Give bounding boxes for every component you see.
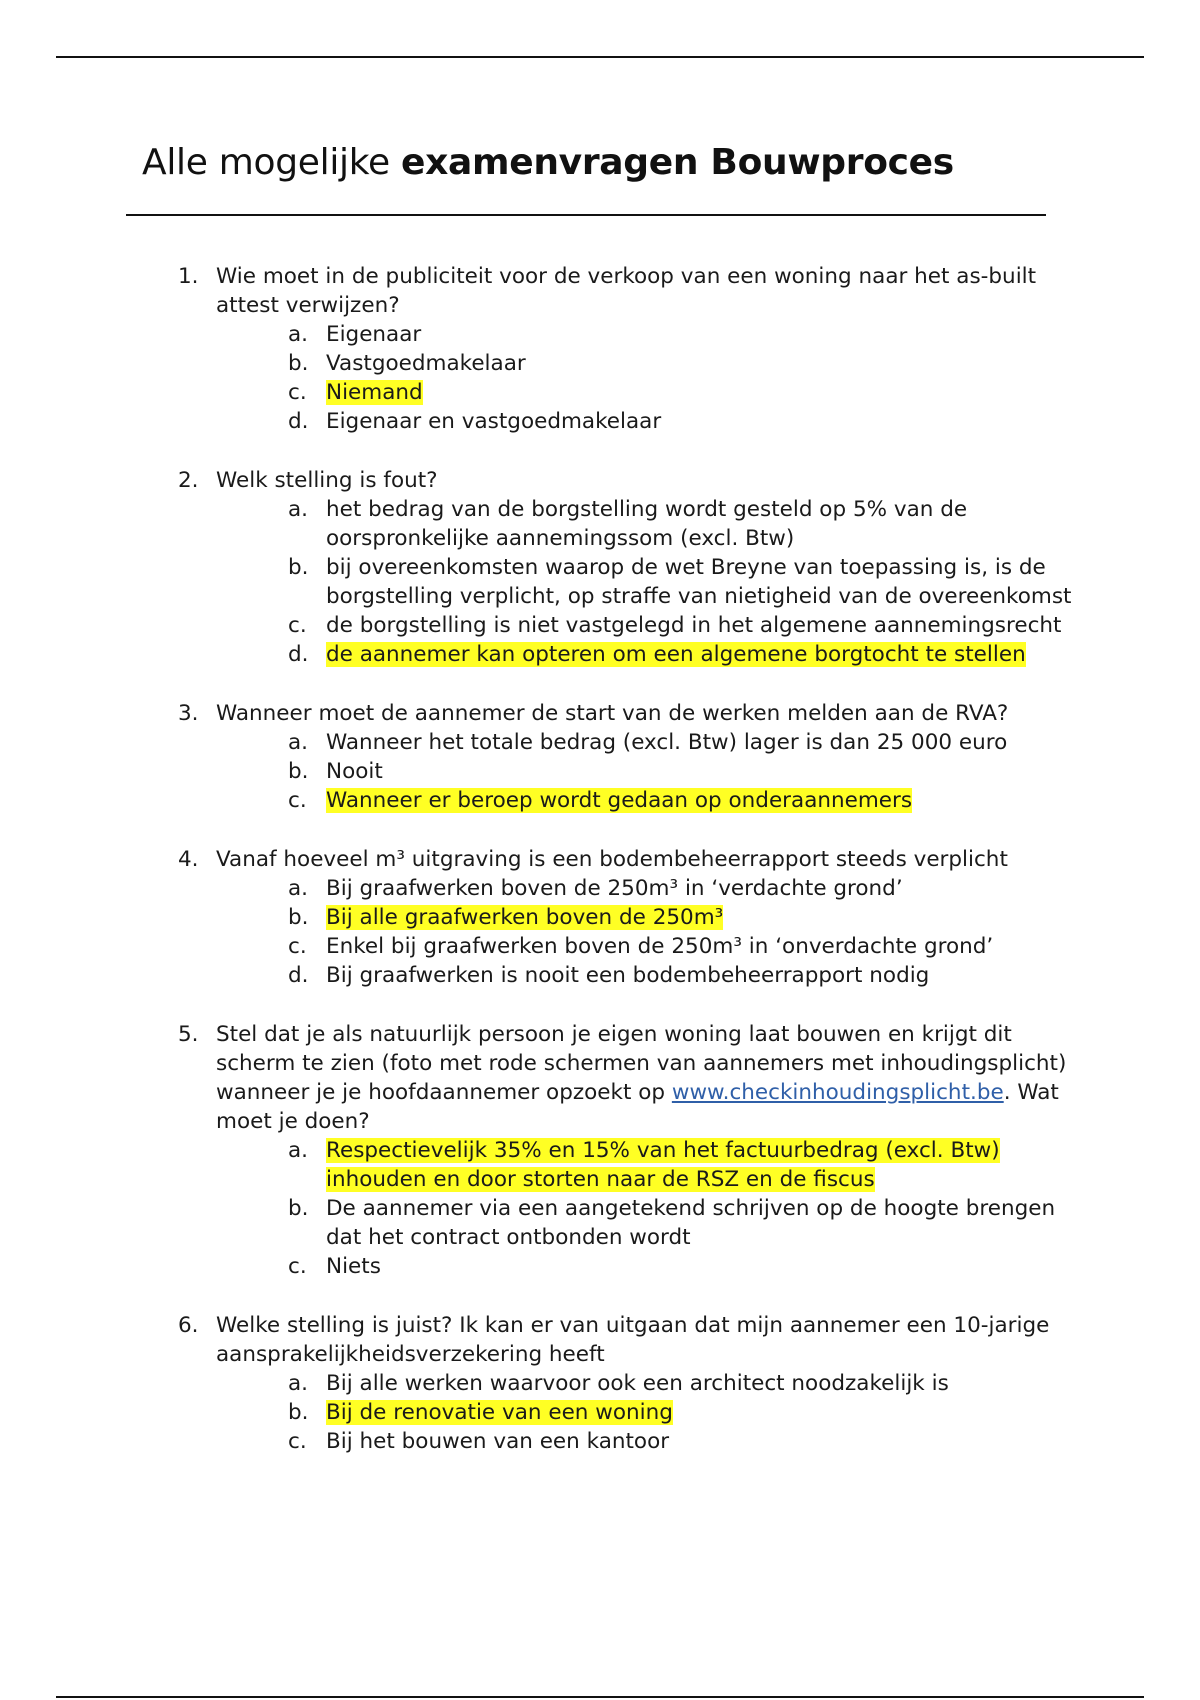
question-1 [178, 262, 1078, 436]
option-letter: a. [288, 1371, 309, 1396]
option-letter: c. [288, 788, 307, 813]
answer-option [288, 611, 1078, 640]
answer-options [216, 1369, 1078, 1456]
question-text: Wanneer moet de aannemer de start van de werken melden aan de RVA? [216, 701, 1009, 726]
question-text: Wie moet in de publiciteit voor de verkoop van een woning naar het as-built attest verwijzen? [216, 264, 1037, 318]
option-letter: b. [288, 555, 309, 580]
option-letter: a. [288, 730, 309, 755]
answer-option [288, 1427, 1078, 1456]
option-text: Wanneer het totale bedrag (excl. Btw) lager is dan 25 000 euro [326, 730, 1008, 755]
checkinhoudingsplicht-link[interactable]: www.checkinhoudingsplicht.be [671, 1080, 1004, 1105]
answer-option [288, 874, 1078, 903]
question-text-part: Stel dat je als natuurlijk persoon je eigen woning laat bouwen en krijgt dit scherm te zien (foto met rode schermen van aannemers met inhoudingsplicht) wanneer je je hoofdaannemer opzoekt op [216, 1022, 1067, 1105]
highlighted-answer: Respectievelijk 35% en 15% van het factuurbedrag (excl. Btw) inhouden en door storten naar de RSZ en de fiscus [326, 1138, 1000, 1192]
option-text: Enkel bij graafwerken boven de 250m³ in ‘onverdachte grond’ [326, 934, 994, 959]
option-letter: a. [288, 497, 309, 522]
option-letter: a. [288, 1138, 309, 1163]
option-text: bij overeenkomsten waarop de wet Breyne van toepassing is, is de borgstelling verplicht, op straffe van nietigheid van de overeenkomst [326, 555, 1072, 609]
option-text: Nooit [326, 759, 383, 784]
option-letter: a. [288, 876, 309, 901]
answer-option [288, 1369, 1078, 1398]
answer-option [288, 1252, 1078, 1281]
question-number: 5. [178, 1022, 199, 1047]
answer-option [288, 407, 1078, 436]
option-letter: d. [288, 963, 309, 988]
option-letter: c. [288, 1254, 307, 1279]
option-letter: b. [288, 905, 309, 930]
title-bold: examenvragen Bouwproces [400, 142, 954, 183]
question-text-part: . Wat moet je doen? [216, 1080, 1059, 1134]
answer-options [216, 1136, 1078, 1281]
option-text: Vastgoedmakelaar [326, 351, 526, 376]
answer-options [216, 728, 1078, 815]
answer-option [288, 961, 1078, 990]
highlighted-answer: de aannemer kan opteren om een algemene borgtocht te stellen [326, 642, 1026, 667]
highlighted-answer: Niemand [326, 380, 423, 405]
answer-option [288, 903, 1078, 932]
top-rule [56, 56, 1144, 58]
answer-option [288, 378, 1078, 407]
question-6 [178, 1311, 1078, 1456]
option-text: Eigenaar en vastgoedmakelaar [326, 409, 662, 434]
answer-options [216, 495, 1078, 669]
answer-option [288, 728, 1078, 757]
bottom-rule [56, 1696, 1144, 1698]
question-text: Vanaf hoeveel m³ uitgraving is een bodembeheerrapport steeds verplicht [216, 847, 1008, 872]
option-letter: c. [288, 613, 307, 638]
answer-option [288, 349, 1078, 378]
question-number: 4. [178, 847, 199, 872]
answer-options [216, 320, 1078, 436]
highlighted-answer: Bij de renovatie van een woning [326, 1400, 673, 1425]
question-text: Welke stelling is juist? Ik kan er van uitgaan dat mijn aannemer een 10-jarige aansprakelijkheidsverzekering heeft [216, 1313, 1050, 1367]
answer-option [288, 1194, 1078, 1252]
option-text: Bij het bouwen van een kantoor [326, 1429, 670, 1454]
option-text: Bij alle werken waarvoor ook een architect noodzakelijk is [326, 1371, 949, 1396]
option-text: Niets [326, 1254, 381, 1279]
option-letter: b. [288, 351, 309, 376]
answer-option [288, 1136, 1078, 1194]
question-2 [178, 466, 1078, 669]
question-number: 2. [178, 468, 199, 493]
option-text: het bedrag van de borgstelling wordt gesteld op 5% van de oorspronkelijke aannemingssom (excl. Btw) [326, 497, 968, 551]
answer-option [288, 640, 1078, 669]
title-underline [126, 214, 1046, 216]
highlighted-answer: Bij alle graafwerken boven de 250m³ [326, 905, 724, 930]
option-letter: b. [288, 1400, 309, 1425]
answer-option [288, 495, 1078, 553]
title-regular: Alle mogelijke [142, 142, 401, 183]
option-letter: c. [288, 1429, 307, 1454]
question-5 [178, 1020, 1078, 1281]
answer-option [288, 786, 1078, 815]
answer-option [288, 757, 1078, 786]
option-letter: d. [288, 642, 309, 667]
answer-options [216, 874, 1078, 990]
question-text [216, 1020, 1078, 1136]
option-letter: a. [288, 322, 309, 347]
option-text: Bij graafwerken boven de 250m³ in ‘verdachte grond’ [326, 876, 903, 901]
option-text: de borgstelling is niet vastgelegd in het algemene aannemingsrecht [326, 613, 1062, 638]
option-letter: b. [288, 759, 309, 784]
answer-option [288, 932, 1078, 961]
question-list [178, 262, 1078, 1486]
answer-option [288, 553, 1078, 611]
option-letter: c. [288, 934, 307, 959]
question-number: 6. [178, 1313, 199, 1338]
question-3 [178, 699, 1078, 815]
option-letter: d. [288, 409, 309, 434]
option-text: Bij graafwerken is nooit een bodembeheerrapport nodig [326, 963, 930, 988]
question-number: 3. [178, 701, 199, 726]
answer-option [288, 320, 1078, 349]
option-text: Eigenaar [326, 322, 422, 347]
page-title [142, 142, 954, 183]
question-text: Welk stelling is fout? [216, 468, 438, 493]
option-letter: c. [288, 380, 307, 405]
question-4 [178, 845, 1078, 990]
question-number: 1. [178, 264, 199, 289]
highlighted-answer: Wanneer er beroep wordt gedaan op onderaannemers [326, 788, 913, 813]
answer-option [288, 1398, 1078, 1427]
option-text: De aannemer via een aangetekend schrijven op de hoogte brengen dat het contract ontbonden wordt [326, 1196, 1056, 1250]
option-letter: b. [288, 1196, 309, 1221]
